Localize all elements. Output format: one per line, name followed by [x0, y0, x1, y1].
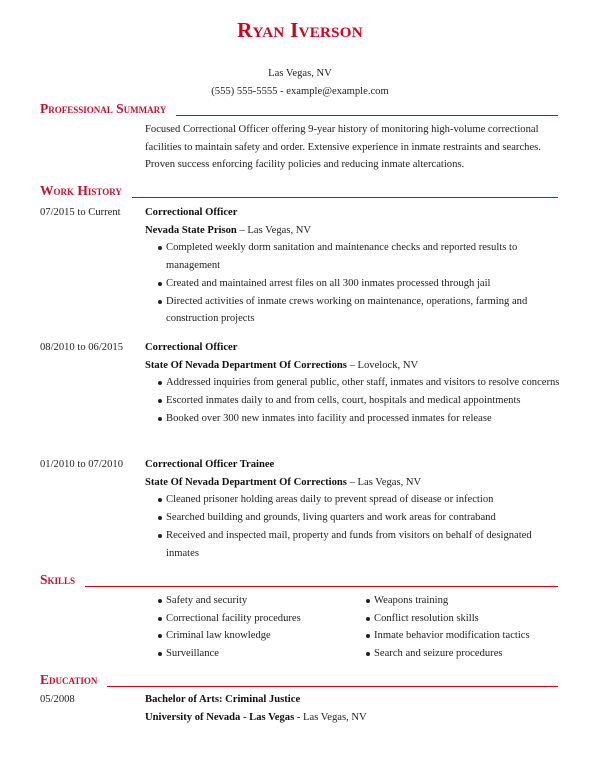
skill-item: Weapons training	[353, 592, 561, 610]
divider	[107, 686, 558, 687]
skill-item: Inmate behavior modification tactics	[353, 627, 561, 645]
heading-text: Education	[40, 672, 98, 687]
skill-item: Safety and security	[145, 592, 353, 610]
job-entry	[145, 204, 565, 328]
heading-text: Work History	[40, 183, 122, 198]
heading-text: Skills	[40, 572, 76, 587]
employer: State Of Nevada Department Of Corrections	[145, 359, 347, 371]
section-heading-education	[40, 670, 558, 688]
section-heading-summary	[40, 99, 558, 117]
section-heading-work	[40, 181, 558, 199]
school: University of Nevada - Las Vegas	[145, 711, 295, 723]
heading-text: Professional Summary	[40, 101, 167, 116]
job-dates: 08/2010 to 06/2015	[40, 342, 123, 353]
job-bullet: Addressed inquiries from general public, other staff, inmates and visitors to resolve concerns	[145, 374, 565, 392]
job-title: Correctional Officer Trainee	[145, 459, 275, 470]
job-title: Correctional Officer	[145, 342, 238, 353]
skills-column-2	[353, 592, 561, 663]
job-bullet: Booked over 300 new inmates into facility and processed inmates for release	[145, 410, 565, 428]
skill-item: Conflict resolution skills	[353, 610, 561, 628]
job-dates: 01/2010 to 07/2010	[40, 459, 123, 470]
job-entry	[145, 339, 565, 428]
summary-line: Proven success enforcing facility policies and reducing inmate altercations.	[145, 159, 465, 171]
employer: State Of Nevada Department Of Corrections	[145, 476, 347, 488]
job-bullet: Directed activities of inmate crews working on maintenance, operations, farming and construction projects	[145, 293, 565, 328]
job-bullet: Escorted inmates daily to and from cells, court, hospitals and medical appointments	[145, 392, 565, 410]
divider	[176, 115, 558, 116]
job-entry	[145, 456, 565, 562]
summary-line: Focused Correctional Officer offering 9-year history of monitoring high-volume correctional	[145, 124, 539, 135]
job-dates: 07/2015 to Current	[40, 207, 121, 218]
job-bullets	[145, 374, 565, 427]
divider	[132, 197, 558, 198]
job-title: Correctional Officer	[145, 207, 238, 218]
job-location: – Las Vegas, NV	[346, 476, 422, 488]
education-date: 05/2008	[40, 694, 75, 705]
school-location: - Las Vegas, NV	[294, 711, 367, 723]
job-bullet: Searched building and grounds, living quarters and work areas for contraband	[145, 509, 565, 527]
candidate-name: Ryan Iverson	[237, 18, 363, 42]
skill-item: Criminal law knowledge	[145, 627, 353, 645]
skill-item: Correctional facility procedures	[145, 610, 353, 628]
skill-item: Search and seizure procedures	[353, 645, 561, 663]
summary-line: facilities to maintain safety and order. Extensive experience in inmate restraints and searches.	[145, 141, 541, 153]
job-location: – Lovelock, NV	[346, 359, 419, 371]
job-bullets	[145, 239, 565, 328]
skills-list	[145, 592, 565, 663]
job-bullet: Completed weekly dorm sanitation and maintenance checks and reported results to management	[145, 239, 565, 274]
job-bullet: Created and maintained arrest files on all 300 inmates processed through jail	[145, 275, 565, 293]
summary-text	[145, 121, 565, 174]
education-entry	[145, 691, 565, 726]
skill-item: Surveillance	[145, 645, 353, 663]
job-bullet: Cleaned prisoner holding areas daily to prevent spread of disease or infection	[145, 491, 565, 509]
skills-column-1	[145, 592, 353, 663]
employer: Nevada State Prison	[145, 224, 237, 236]
divider	[85, 586, 558, 587]
location: Las Vegas, NV	[268, 68, 332, 79]
job-bullets	[145, 491, 565, 562]
section-heading-skills	[40, 570, 558, 588]
job-location: – Las Vegas, NV	[236, 224, 312, 236]
degree: Bachelor of Arts: Criminal Justice	[145, 694, 301, 705]
contact-line: (555) 555-5555 - example@example.com	[211, 86, 389, 97]
job-bullet: Received and inspected mail, property and funds from visitors on behalf of designated inmates	[145, 527, 565, 562]
